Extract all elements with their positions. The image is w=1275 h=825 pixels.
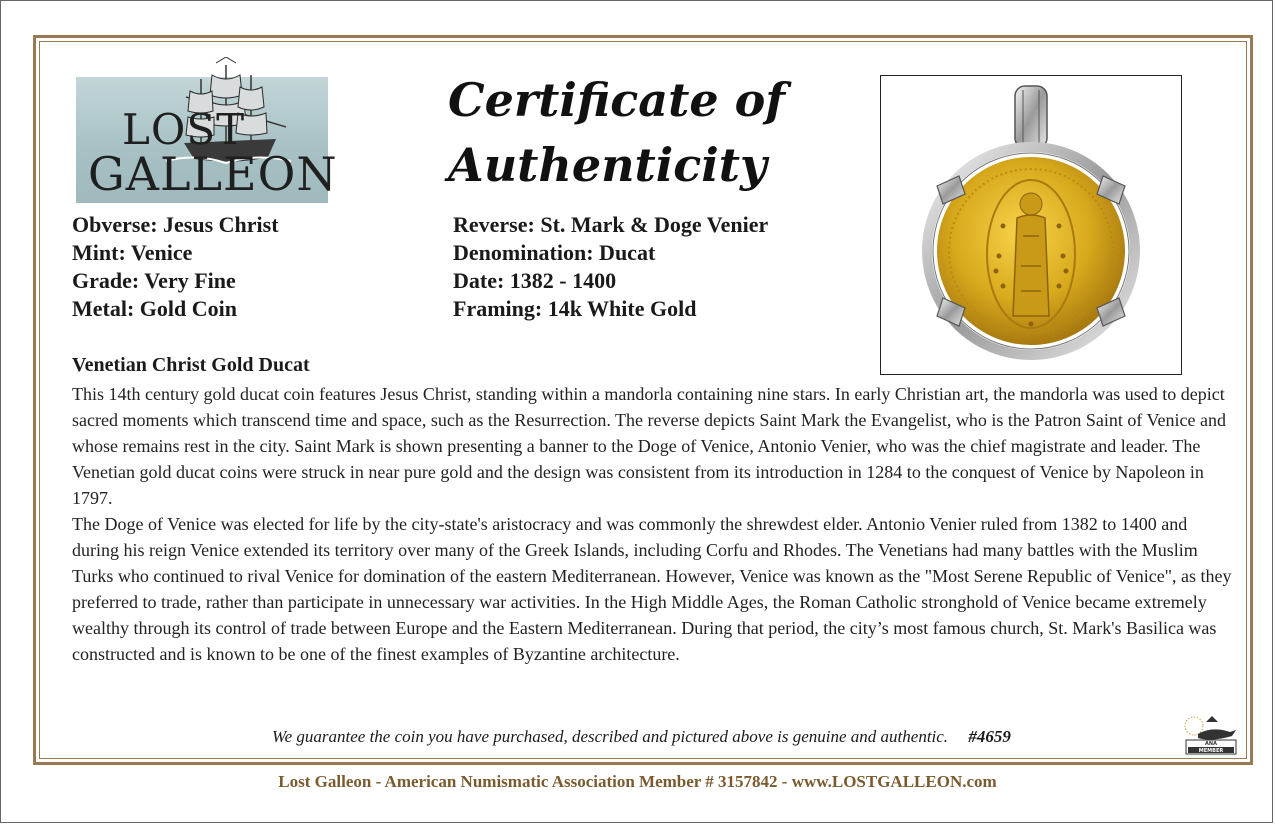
spec-mint: Mint: Venice <box>72 240 193 265</box>
logo-text-lost: LOST <box>122 105 246 154</box>
lost-galleon-logo <box>76 77 338 203</box>
description-body <box>72 381 1232 667</box>
certificate-title: Certificate of Authenticity <box>448 73 786 192</box>
certificate-number: #4659 <box>968 727 1011 746</box>
badge-member-text: MEMBER <box>1198 748 1224 754</box>
badge-ana-text: ANA <box>1205 741 1217 747</box>
logo-text-galleon: GALLEON <box>88 147 338 201</box>
spec-framing: Framing: 14k White Gold <box>453 296 697 321</box>
footer-text: Lost Galleon - American Numismatic Association Member # 3157842 - www.LOSTGALLEON.com <box>278 772 997 791</box>
specs-right <box>453 211 768 323</box>
coin-pendant-image <box>881 76 1181 374</box>
guarantee-text: We guarantee the coin you have purchased, described and pictured above is genuine and authentic. <box>272 727 949 746</box>
description-paragraph-2: The Doge of Venice was elected for life by the city-state's aristocracy and was commonly the shrewdest elder. Antonio Venier ruled from 1382 to 1400 and during his reign Venice extended its territory over many of the Greek Islands, including Corfu and Rhodes. The Venetians had many battles with the Muslim Turks who continued to rival Venice for domination of the eastern Mediterranean. However, Venice was known as the "Most Serene Republic of Venice", as they preferred to trade, rather than participate in unnecessary war activities. In the High Middle Ages, the Roman Catholic stronghold of Venice became extremely wealthy through its control of trade between Europe and the Eastern Mediterranean. During that period, the city’s most famous church, St. Mark's Basilica was constructed and is known to be one of the finest examples of Byzantine architecture. <box>72 514 1232 664</box>
description-paragraph-1: This 14th century gold ducat coin features Jesus Christ, standing within a mandorla containing nine stars. In early Christian art, the mandorla was used to depict sacred moments which transcend time and space, such as the Resurrection. The reverse depicts Saint Mark the Evangelist, who is the Patron Saint of Venice and whose remains rest in the city. Saint Mark is shown presenting a banner to the Doge of Venice, Antonio Venier, who was the chief magistrate and leader. The Venetian gold ducat coins were struck in near pure gold and the design was consistent from its introduction in 1284 to the conquest of Venice by Napoleon in 1797. <box>72 384 1227 508</box>
guarantee-line <box>272 727 1011 747</box>
spec-date: Date: 1382 - 1400 <box>453 268 617 293</box>
description-heading: Venetian Christ Gold Ducat <box>72 354 310 376</box>
specs-left <box>72 211 279 323</box>
ana-lamp-icon <box>1180 714 1242 758</box>
spec-grade: Grade: Very Fine <box>72 268 236 293</box>
spec-denomination: Denomination: Ducat <box>453 240 656 265</box>
spec-reverse: Reverse: St. Mark & Doge Venier <box>453 212 769 237</box>
coin-image-box <box>880 75 1182 375</box>
spec-obverse: Obverse: Jesus Christ <box>72 212 279 237</box>
spec-metal: Metal: Gold Coin <box>72 296 237 321</box>
